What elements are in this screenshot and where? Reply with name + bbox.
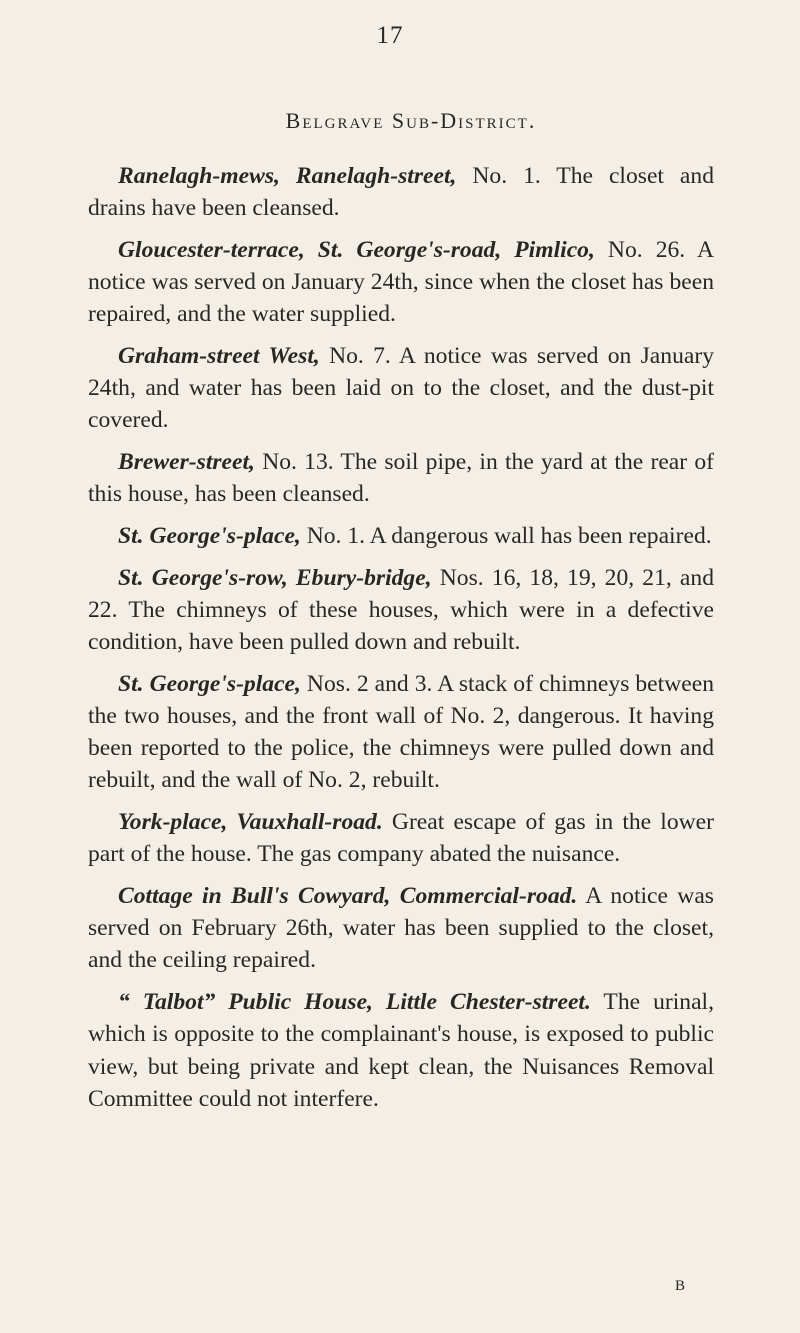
page-number: 17 — [376, 22, 404, 49]
entry — [88, 446, 714, 510]
entry — [88, 880, 714, 977]
entry — [88, 340, 714, 437]
entry-text: Nos. 2 and 3. A stack of chimneys between the two houses, and the front wall of No. 2, dangerous. It having been reported to the police, the chimneys were pulled down and rebuilt, and the wall of No. 2, rebuilt. — [88, 670, 714, 794]
entry-text: No. 26. A notice was served on January 24th, since when the closet has been repaired, and the water supplied. — [88, 236, 714, 328]
entry-text: Great escape of gas in the lower part of the house. The gas company abated the nuisance. — [88, 809, 714, 868]
entry-text: The urinal, which is opposite to the complainant's house, is exposed to public view, but being private and kept clean, the Nuisances Removal Committee could not interfere. — [88, 989, 714, 1112]
entry — [88, 806, 714, 870]
entry-place: York-place, Vauxhall-road. — [118, 809, 383, 836]
entry-text: A notice was served on February 26th, water has been supplied to the closet, and the ceiling repaired. — [88, 883, 714, 974]
entry-place: Gloucester-terrace, St. George's-road, Pimlico, — [118, 236, 595, 263]
entry-text: No. 13. The soil pipe, in the yard at the rear of this house, has been cleansed. — [88, 449, 714, 508]
entry-place: St. George's-row, Ebury-bridge, — [118, 564, 432, 591]
entry — [88, 520, 714, 552]
entry-place: Ranelagh-mews, Ranelagh-street, — [118, 163, 457, 189]
entry — [88, 986, 714, 1115]
entry-text: No. 7. A notice was served on January 24th, and water has been laid on to the closet, and the dust-pit covered. — [88, 343, 714, 434]
section-heading: Belgrave Sub-District. — [285, 108, 537, 133]
entry-place: Brewer-street, — [118, 449, 255, 476]
entry — [88, 562, 714, 659]
entry-place: “ Talbot” Public House, Little Chester-street. — [118, 989, 591, 1016]
entry — [88, 668, 714, 797]
entry-text: No. 1. A dangerous wall has been repaired. — [300, 523, 712, 550]
entry-place: St. George's-place, — [118, 670, 301, 697]
entry-place: Graham-street West, — [118, 343, 320, 370]
entry-place: Cottage in Bull's Cowyard, Commercial-road. — [118, 883, 578, 910]
entry — [88, 234, 714, 331]
body-text — [88, 160, 714, 1124]
entry-text: Nos. 16, 18, 19, 20, 21, and 22. The chimneys of these houses, which were in a defective condition, have been pulled down and rebuilt. — [88, 564, 714, 656]
entry-text: No. 1. The closet and drains have been cleansed. — [88, 163, 714, 222]
signature-mark: B — [675, 1278, 687, 1294]
entry — [88, 160, 714, 224]
entry-place: St. George's-place, — [118, 523, 301, 550]
